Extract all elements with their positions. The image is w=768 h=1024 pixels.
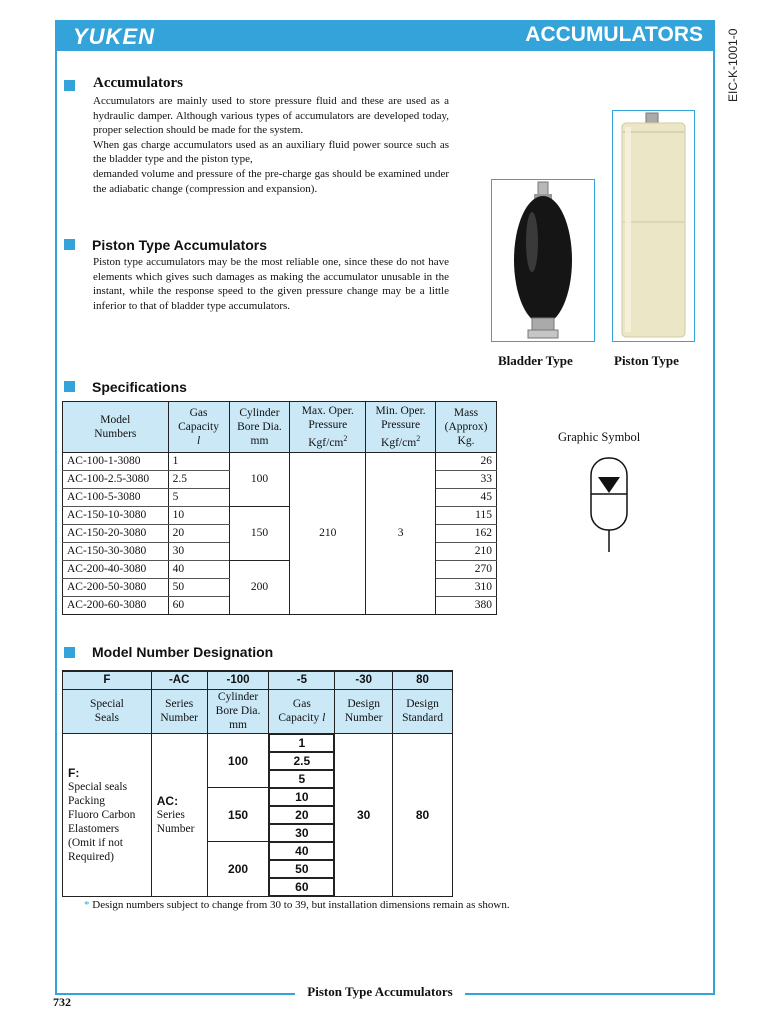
gas-option: 20 [269, 806, 334, 824]
design-number-value: 30 [335, 733, 393, 896]
spec-col-bore: Cylinder Bore Dia. mm [229, 402, 290, 453]
designation-heading: Model Number Designation [92, 644, 274, 660]
square-bullet-icon [64, 647, 75, 658]
bore-option: 150 [208, 788, 269, 842]
table-row: AC-150-20-3080 20 162 [63, 524, 497, 542]
label-design-standard: Design Standard [393, 689, 453, 733]
gas-option: 2.5 [269, 752, 334, 770]
design-standard-value: 80 [393, 733, 453, 896]
designation-body-row [63, 733, 453, 896]
table-row: AC-100-1-3080 1 100 210 3 26 [63, 452, 497, 470]
label-gas: Gas Capacity l [269, 689, 335, 733]
gas-option: 40 [269, 842, 334, 860]
code-design-number: -30 [335, 671, 393, 689]
designation-code-row [63, 671, 453, 689]
header-bar [55, 20, 715, 51]
spec-col-max-pressure: Max. Oper. Pressure Kgf/$cm^2$ [290, 402, 366, 453]
bladder-accumulator-photo [491, 179, 595, 342]
specifications-heading: Specifications [92, 379, 187, 395]
model-designation-table [62, 670, 453, 897]
bore-cell: 100 [229, 452, 290, 506]
table-row: AC-200-50-3080 50 310 [63, 578, 497, 596]
accumulator-symbol-icon [580, 452, 640, 556]
table-row: AC-100-2.5-3080 2.5 33 [63, 470, 497, 488]
page-number: 732 [53, 995, 71, 1009]
gas-option: 60 [269, 878, 334, 896]
specifications-table [62, 401, 497, 615]
graphic-symbol-label: Graphic Symbol [558, 430, 641, 444]
gas-option: 10 [269, 788, 334, 806]
spec-col-mass: Mass (Approx) Kg. [436, 402, 497, 453]
intro-paragraph [93, 94, 449, 196]
square-bullet-icon [64, 239, 75, 250]
footer [0, 984, 760, 1000]
bore-options [207, 733, 269, 896]
bore-option: 100 [208, 734, 269, 788]
yuken-logo: YUKEN [73, 24, 156, 49]
gas-option: 1 [269, 734, 334, 752]
spec-col-min-pressure: Min. Oper. Pressure Kgf/$cm^2$ [366, 402, 436, 453]
gas-options [269, 733, 335, 896]
bore-cell: 200 [229, 560, 290, 614]
bore-option: 200 [228, 861, 249, 876]
intro-heading: Accumulators [93, 75, 183, 91]
min-pressure-cell: 3 [366, 452, 436, 614]
gas-option: 50 [269, 860, 334, 878]
table-row: AC-200-60-3080 60 380 [63, 596, 497, 614]
seals-detail: F: Special seals Packing Fluoro Carbon Elastomers (Omit if not Required) [63, 733, 152, 896]
intro-paragraph-3: demanded volume and pressure of the pre-charge gas should be examined under the adiabatic change (compression and expansion). [93, 167, 449, 195]
code-gas: -5 [269, 671, 335, 689]
spec-col-model: Model Numbers [63, 402, 169, 453]
footnote-star: * [84, 899, 90, 911]
spec-header-row [63, 402, 497, 453]
piston-accumulator-photo [612, 110, 695, 342]
table-row: AC-150-10-3080 10 150 115 [63, 506, 497, 524]
label-bore: Cylinder Bore Dia. mm [207, 689, 269, 733]
code-seals: F [63, 671, 152, 689]
spec-col-gas: Gas Capacity l [168, 402, 229, 453]
gas-option: 30 [269, 824, 334, 842]
table-row: AC-150-30-3080 30 210 [63, 542, 497, 560]
label-series: Series Number [151, 689, 207, 733]
bore-cell: 150 [229, 506, 290, 560]
label-design-number: Design Number [335, 689, 393, 733]
code-bore: -100 [207, 671, 269, 689]
table-row: AC-200-40-3080 40 200 270 [63, 560, 497, 578]
intro-paragraph-2: When gas charge accumulators used as an auxiliary fluid power source such as the bladder type and the piston type, [93, 138, 449, 166]
label-seals: Special Seals [63, 689, 152, 733]
bladder-caption: Bladder Type [498, 353, 573, 368]
designation-label-row [63, 689, 453, 733]
piston-caption: Piston Type [614, 353, 679, 368]
piston-heading: Piston Type Accumulators [92, 237, 268, 253]
bladder-accumulator-image [492, 180, 594, 341]
table-row: AC-100-5-3080 5 45 [63, 488, 497, 506]
right-border-rule [713, 20, 715, 995]
section-title: ACCUMULATORS [525, 23, 703, 46]
footnote-text: Design numbers subject to change from 30 to 39, but installation dimensions remain as shown. [92, 899, 510, 911]
max-pressure-cell: 210 [290, 452, 366, 614]
square-bullet-icon [64, 381, 75, 392]
piston-paragraph: Piston type accumulators may be the most reliable one, since these do not have elements which gives such damages as making the accumulator unusable in the instant, while the response speed to the given pressure change may be a little inferior to that of bladder type accumulators. [93, 256, 449, 312]
series-detail: AC: Series Number [151, 733, 207, 896]
left-border-rule [55, 20, 57, 995]
gas-option: 5 [269, 770, 334, 788]
code-series: -AC [151, 671, 207, 689]
square-bullet-icon [64, 80, 75, 91]
page-code: EIC-K-1001-0 [726, 28, 740, 102]
code-design-standard: 80 [393, 671, 453, 689]
intro-paragraph-1: Accumulators are mainly used to store pressure fluid and these are used as a hydraulic damper. Although various types of accumulators are developed today, proper selection should be made for the system. [93, 95, 449, 137]
piston-accumulator-image [613, 111, 694, 341]
footnote [84, 899, 510, 911]
footer-title: Piston Type Accumulators [295, 984, 464, 999]
